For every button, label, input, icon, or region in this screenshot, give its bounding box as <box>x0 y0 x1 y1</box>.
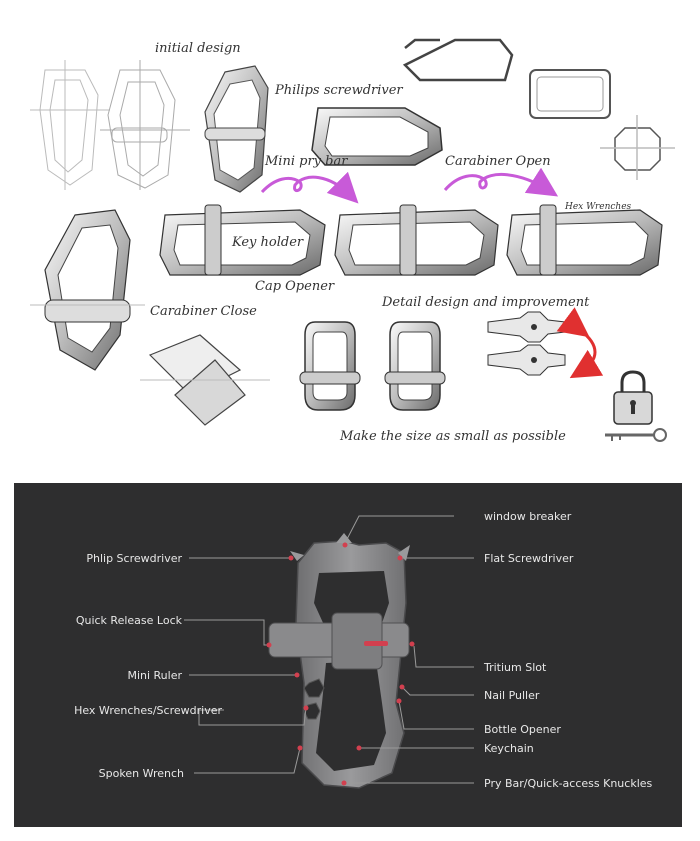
arrow-carabiner-open <box>445 174 548 190</box>
loop-sketch-1 <box>300 322 360 410</box>
carabiner-close-sketch <box>140 335 270 425</box>
carabiner-sketch-2 <box>335 205 498 275</box>
initial-sketch-3 <box>205 66 268 192</box>
label-quick-release-lock: Quick Release Lock <box>75 614 182 627</box>
key-icon <box>605 429 666 441</box>
label-carabiner-close: Carabiner Close <box>150 304 257 319</box>
initial-sketch-1 <box>30 60 110 190</box>
label-pry-bar: Pry Bar/Quick-access Knuckles <box>484 777 653 790</box>
label-mini-ruler: Mini Ruler <box>127 669 182 682</box>
label-detail-design: Detail design and improvement <box>382 295 590 310</box>
callout-panel <box>14 483 682 827</box>
arrow-swap <box>580 330 595 372</box>
loop-sketch-2 <box>385 322 445 410</box>
label-key-holder: Key holder <box>232 235 304 250</box>
label-nail-puller: Nail Puller <box>484 689 540 702</box>
label-hex-wrenches: Hex Wrenches/Screwdriver <box>74 704 222 717</box>
arrow-pry-bar <box>262 177 350 195</box>
label-initial-design: initial design <box>155 41 241 56</box>
carabiner-sketch-3 <box>507 205 662 275</box>
detail-part-1 <box>488 312 565 342</box>
label-bottle-opener: Bottle Opener <box>484 723 561 736</box>
tall-sketch <box>30 210 145 370</box>
label-flat-screwdriver: Flat Screwdriver <box>484 552 574 565</box>
octagon-sketch <box>600 115 675 180</box>
label-keychain: Keychain <box>484 742 534 755</box>
label-make-small: Make the size as small as possible <box>340 429 566 444</box>
label-spoken-wrench: Spoken Wrench <box>98 767 184 780</box>
label-cap-opener: Cap Opener <box>255 279 335 294</box>
label-carabiner-open: Carabiner Open <box>445 154 551 169</box>
open-frame-sketch <box>405 40 512 80</box>
label-philips-screwdriver: Philips screwdriver <box>275 83 403 98</box>
detail-part-2 <box>488 345 565 375</box>
padlock-icon <box>614 372 652 424</box>
label-mini-pry-bar: Mini pry bar <box>265 154 348 169</box>
label-tritium-slot: Tritium Slot <box>484 661 547 674</box>
label-hex-wrenches: Hex Wrenches <box>565 202 632 212</box>
label-phlip-screwdriver: Phlip Screwdriver <box>86 552 182 565</box>
label-window-breaker: window breaker <box>484 510 572 523</box>
initial-sketch-2 <box>100 60 190 190</box>
